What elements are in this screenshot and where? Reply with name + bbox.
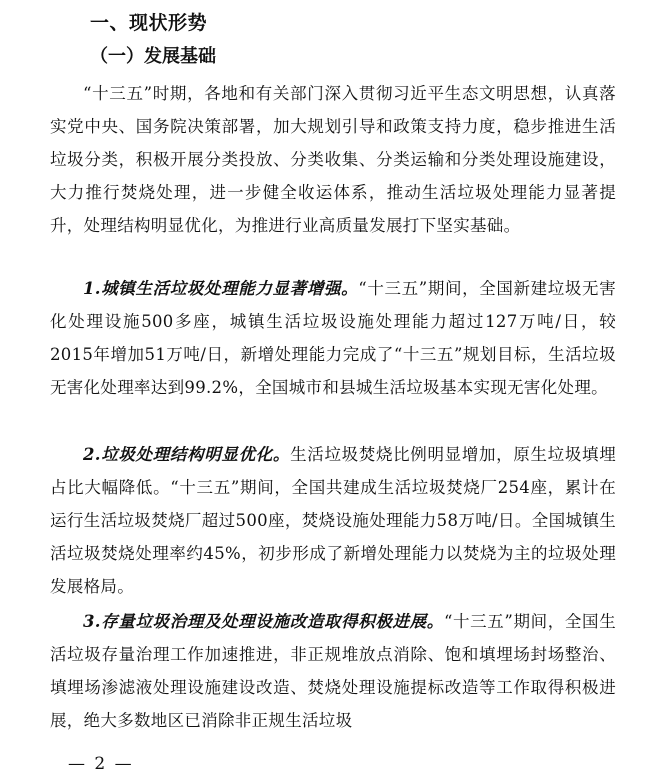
paragraph-lead: 2.垃圾处理结构明显优化。 bbox=[83, 445, 291, 464]
paragraph-item-3 bbox=[50, 605, 616, 737]
paragraph-lead: 1.城镇生活垃圾处理能力显著增强。 bbox=[83, 279, 359, 298]
subsection-heading: （一）发展基础 bbox=[90, 46, 216, 67]
paragraph-intro bbox=[50, 77, 616, 242]
paragraph-text: “十三五”时期，各地和有关部门深入贯彻习近平生态文明思想，认真落实党中央、国务院决策部署，加大规划引导和政策支持力度，稳步推进生活垃圾分类，积极开展分类投放、分类收集、分类运输和分类处理设施建设，大力推行焚烧处理，进一步健全收运体系，推动生活垃圾处理能力显著提升，处理结构明显优化，为推进行业高质量发展打下坚实基础。 bbox=[50, 84, 616, 235]
paragraph-text: “十三五”期间，全国新建垃圾无害化处理设施500多座，城镇生活垃圾设施处理能力超过127万吨/日，较2015年增加51万吨/日，新增处理能力完成了“十三五”规划目标，生活垃圾无害化处理率达到99.2%，全国城市和县城生活垃圾基本实现无害化处理。 bbox=[50, 279, 617, 397]
page-number: — 2 — bbox=[68, 754, 134, 774]
section-heading: 一、现状形势 bbox=[90, 12, 208, 34]
paragraph-item-2 bbox=[50, 438, 616, 603]
paragraph-lead: 3.存量垃圾治理及处理设施改造取得积极进展。 bbox=[83, 612, 444, 631]
paragraph-text: 生活垃圾焚烧比例明显增加，原生垃圾填埋占比大幅降低。“十三五”期间，全国共建成生活垃圾焚烧厂254座，累计在运行生活垃圾焚烧厂超过500座，焚烧设施处理能力58万吨/日。全国城镇生活垃圾焚烧处理率约45%，初步形成了新增处理能力以焚烧为主的垃圾处理发展格局。 bbox=[50, 445, 616, 596]
paragraph-item-1 bbox=[50, 272, 616, 404]
paragraph-text: “十三五”期间，全国生活垃圾存量治理工作加速推进，非正规堆放点消除、饱和填埋场封场整治、填埋场渗滤液处理设施建设改造、焚烧处理设施提标改造等工作取得积极进展，绝大多数地区已消除非正规生活垃圾 bbox=[50, 612, 616, 730]
